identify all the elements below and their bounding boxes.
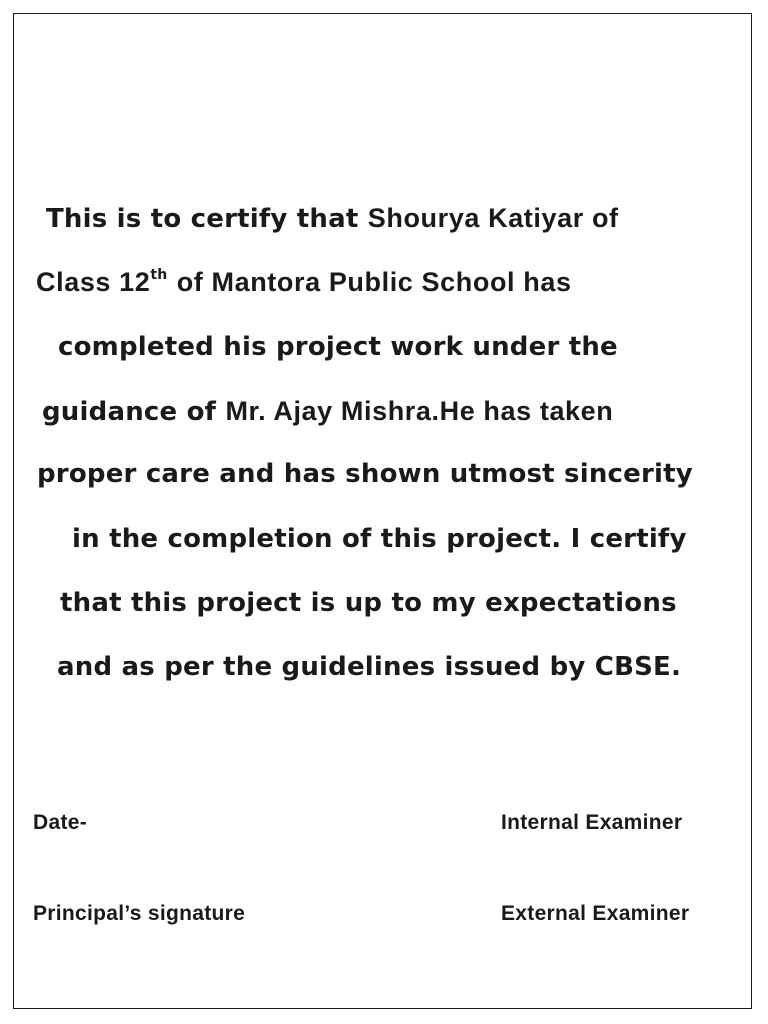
line-6-text: in the completion of this project. I certify — [72, 524, 687, 554]
class-superscript: th — [150, 267, 168, 283]
certificate-line-6 — [72, 523, 687, 555]
certificate-line-4 — [42, 395, 613, 428]
class-label: Class 12 — [36, 267, 151, 297]
line-8-text: and as per the guidelines issued by CBSE. — [57, 652, 682, 682]
student-name: Shourya Katiyar of — [367, 203, 619, 233]
certify-intro: This is to certify that — [46, 204, 359, 234]
page-border — [13, 13, 752, 1009]
certificate-line-2 — [36, 266, 572, 299]
certificate-line-7 — [60, 587, 677, 619]
teacher-name: Mr. Ajay Mishra.He has taken — [225, 396, 614, 426]
guidance-label: guidance of — [42, 397, 217, 427]
certificate-line-8 — [57, 651, 681, 683]
principal-signature-label: Principal’s signature — [33, 902, 246, 925]
certificate-line-3 — [58, 331, 618, 363]
external-examiner-label: External Examiner — [501, 902, 690, 925]
date-label: Date- — [33, 811, 88, 834]
line-5-text: proper care and has shown utmost sincerity — [37, 459, 693, 489]
certificate-line-1 — [46, 202, 619, 235]
line-7-text: that this project is up to my expectations — [60, 588, 677, 618]
line-3-text: completed his project work under the — [58, 332, 618, 362]
certificate-line-5 — [37, 458, 693, 490]
school-name: of Mantora Public School has — [176, 267, 572, 297]
internal-examiner-label: Internal Examiner — [501, 811, 683, 834]
